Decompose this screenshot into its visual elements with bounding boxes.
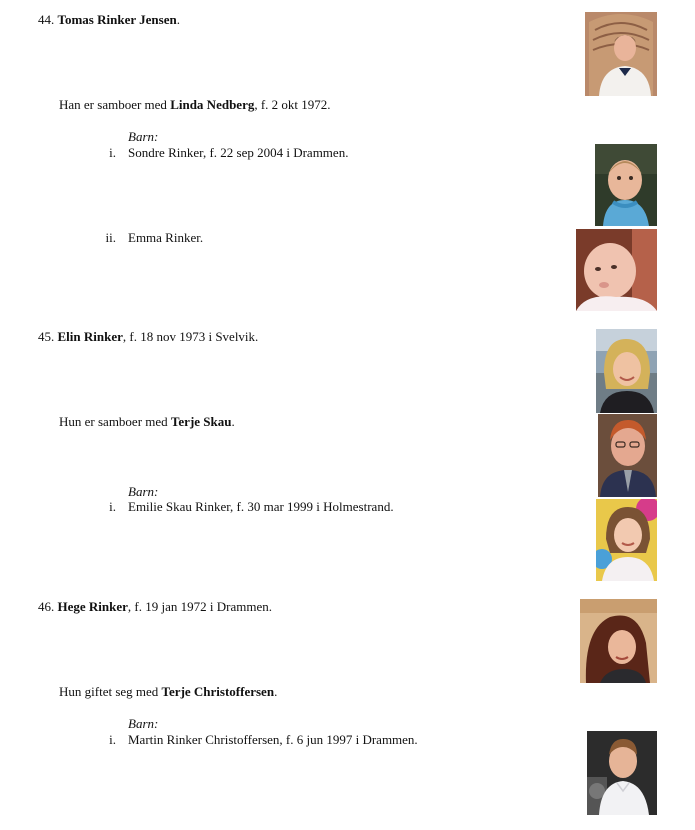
children-heading: Barn: xyxy=(128,129,159,144)
child-numeral: i. xyxy=(109,499,116,514)
portrait-photo xyxy=(596,329,657,413)
child-numeral: i. xyxy=(109,732,116,747)
child-entry: Emilie Skau Rinker, f. 30 mar 1999 i Holmestrand. xyxy=(128,499,394,514)
partner-name: Linda Nedberg xyxy=(170,97,255,112)
person-name: Elin Rinker xyxy=(57,329,123,344)
entry-45-partner xyxy=(59,414,235,430)
person-details: , f. 18 nov 1973 i Svelvik. xyxy=(122,329,259,344)
children-heading: Barn: xyxy=(128,484,159,499)
portrait-photo xyxy=(598,414,657,497)
person-name: Hege Rinker xyxy=(57,599,128,614)
partner-prefix: Hun er samboer med xyxy=(59,414,171,429)
portrait-photo xyxy=(580,599,657,683)
entry-number: 46. xyxy=(38,599,55,614)
entry-46-partner xyxy=(59,684,277,700)
partner-name: Terje Christoffersen xyxy=(161,684,275,699)
child-numeral: ii. xyxy=(105,230,116,245)
person-details: , f. 19 jan 1972 i Drammen. xyxy=(127,599,272,614)
portrait-photo xyxy=(576,229,657,311)
person-details: . xyxy=(176,12,180,27)
portrait-photo xyxy=(585,12,657,96)
entry-44-heading xyxy=(38,12,180,28)
portrait-photo xyxy=(587,731,657,815)
portrait-photo xyxy=(596,499,657,581)
child-entry: Sondre Rinker, f. 22 sep 2004 i Drammen. xyxy=(128,145,349,160)
partner-name: Terje Skau xyxy=(170,414,232,429)
partner-details: , f. 2 okt 1972. xyxy=(254,97,331,112)
entry-46-heading xyxy=(38,599,272,615)
entry-number: 44. xyxy=(38,12,55,27)
partner-details: . xyxy=(274,684,278,699)
children-heading: Barn: xyxy=(128,716,159,731)
partner-prefix: Han er samboer med xyxy=(59,97,171,112)
person-name: Tomas Rinker Jensen xyxy=(57,12,177,27)
entry-45-heading xyxy=(38,329,258,345)
child-entry: Martin Rinker Christoffersen, f. 6 jun 1997 i Drammen. xyxy=(128,732,418,747)
entry-number: 45. xyxy=(38,329,55,344)
entry-44-partner xyxy=(59,97,331,113)
child-entry: Emma Rinker. xyxy=(128,230,204,245)
partner-details: . xyxy=(231,414,235,429)
child-numeral: i. xyxy=(109,145,116,160)
portrait-photo xyxy=(595,144,657,226)
partner-prefix: Hun giftet seg med xyxy=(59,684,162,699)
